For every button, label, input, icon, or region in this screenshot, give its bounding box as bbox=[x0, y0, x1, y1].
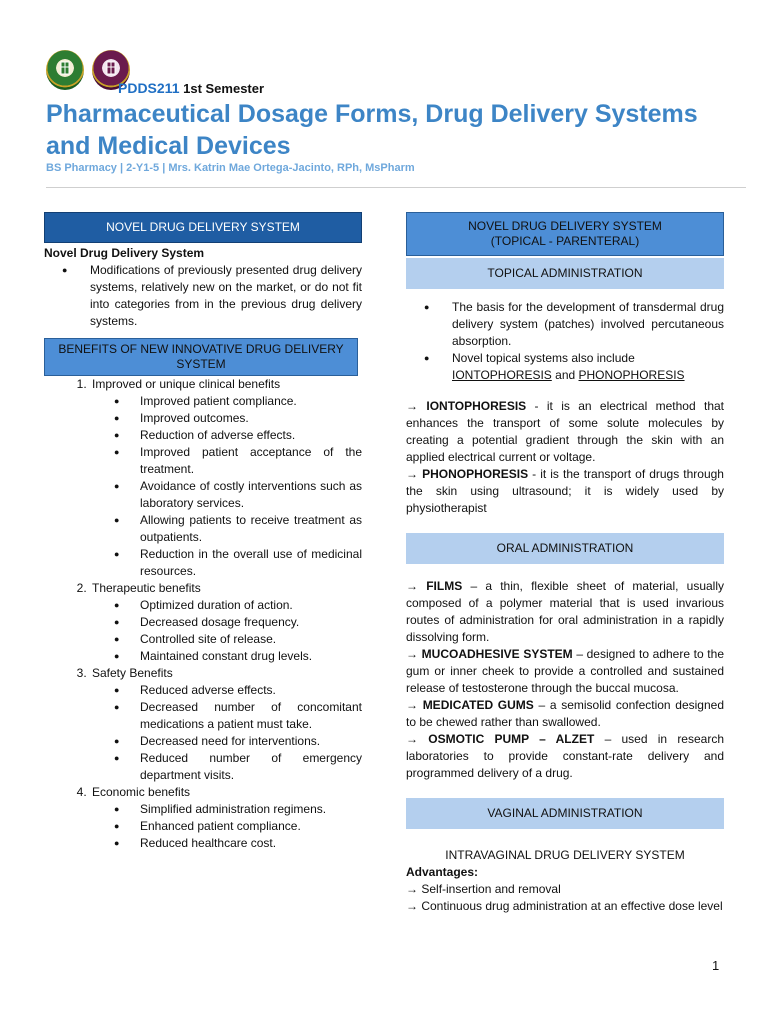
benefit-item: ● Reduced healthcare cost. bbox=[140, 835, 362, 852]
benefit-item: ● Optimized duration of action. bbox=[140, 597, 362, 614]
phonophoresis-definition bbox=[406, 466, 724, 517]
intro-list bbox=[44, 262, 362, 330]
intravaginal-heading: INTRAVAGINAL DRUG DELIVERY SYSTEM bbox=[445, 848, 685, 862]
benefit-item: ● Reduction of adverse effects. bbox=[140, 427, 362, 444]
benefit-group-title: Economic benefits bbox=[92, 785, 191, 799]
definition-text: – a thin, flexible sheet of material, usually composed of a polymer material that is used invarious routes of administration for oral administration in a rapidly dissolving form. bbox=[406, 579, 725, 644]
left-column bbox=[44, 212, 362, 852]
advantage-text: Continuous drug administration at an effective dose level bbox=[421, 899, 723, 913]
benefit-group-title: Therapeutic benefits bbox=[92, 581, 201, 595]
document-subtitle: BS Pharmacy | 2-Y1-5 | Mrs. Katrin Mae Ortega-Jacinto, RPh, MsPharm bbox=[46, 162, 415, 174]
films-definition bbox=[406, 578, 724, 646]
benefit-item: ● Simplified administration regimens. bbox=[140, 801, 362, 818]
benefit-items bbox=[92, 393, 362, 580]
benefit-item: ● Decreased need for interventions. bbox=[140, 733, 362, 750]
banner-line: NOVEL DRUG DELIVERY SYSTEM bbox=[468, 219, 662, 233]
benefit-group-title: Safety Benefits bbox=[92, 666, 173, 680]
term: PHONOPHORESIS bbox=[422, 467, 529, 481]
benefits-list bbox=[44, 376, 362, 852]
intro-item: ● Modifications of previously presented drug delivery systems, relatively new on the market, or do not fit into categories from in the previous drug delivery systems. bbox=[90, 262, 362, 330]
benefit-item: ● Improved patient acceptance of the treatment. bbox=[140, 444, 362, 478]
definition-text: – designed to adhere to the gum or inner cheek to provide a controlled and sustained release of testosterone through the buccal mucosa. bbox=[406, 647, 724, 695]
topical-item-text: and bbox=[555, 368, 576, 382]
banner-line: (TOPICAL - PARENTERAL) bbox=[490, 234, 640, 248]
section-banner-topical-parenteral bbox=[406, 212, 724, 256]
benefit-item: ● Controlled site of release. bbox=[140, 631, 362, 648]
benefit-group bbox=[90, 376, 362, 580]
section-banner-benefits: BENEFITS OF NEW INNOVATIVE DRUG DELIVERY SYSTEM bbox=[44, 338, 358, 376]
benefit-item: ● Avoidance of costly interventions such as laboratory services. bbox=[140, 478, 362, 512]
benefit-items bbox=[92, 597, 362, 665]
topical-item: ● The basis for the development of transdermal drug delivery system (patches) involved percutaneous absorption. bbox=[452, 299, 724, 350]
section-banner-topical: TOPICAL ADMINISTRATION bbox=[406, 258, 724, 289]
iontophoresis-definition bbox=[406, 398, 724, 466]
term: MEDICATED GUMS bbox=[422, 698, 534, 712]
page-number: 1 bbox=[712, 958, 720, 973]
section-banner-oral: ORAL ADMINISTRATION bbox=[406, 533, 724, 564]
course-line bbox=[118, 80, 264, 96]
section-banner-vaginal: VAGINAL ADMINISTRATION bbox=[406, 798, 724, 829]
benefit-group bbox=[90, 580, 362, 665]
course-code: PDDS211 bbox=[118, 80, 180, 96]
topical-item-text: Novel topical systems also include bbox=[452, 351, 635, 365]
advantages-label: Advantages: bbox=[406, 865, 479, 879]
term: IONTOPHORESIS bbox=[426, 399, 527, 413]
document-title: Pharmaceutical Dosage Forms, Drug Delivery Systems and Medical Devices bbox=[46, 100, 698, 160]
benefit-group bbox=[90, 665, 362, 784]
advantage-text: Self-insertion and removal bbox=[421, 882, 561, 896]
benefit-item: ● Maintained constant drug levels. bbox=[140, 648, 362, 665]
iontophoresis-link: IONTOPHORESIS bbox=[452, 368, 552, 382]
benefit-item: ● Improved outcomes. bbox=[140, 410, 362, 427]
benefit-items bbox=[92, 682, 362, 784]
arrow-icon: → bbox=[406, 899, 418, 913]
definition-text: – a semisolid confection designed to be chewed rather than swallowed. bbox=[406, 698, 724, 729]
phonophoresis-link: PHONOPHORESIS bbox=[578, 368, 685, 382]
arrow-icon: → bbox=[406, 579, 418, 593]
semester: 1st Semester bbox=[183, 81, 265, 96]
definition-text: - it is the transport of drugs through the skin using ultrasound; it is widely used by physiotherapist bbox=[406, 467, 724, 515]
advantage-item bbox=[406, 881, 724, 898]
benefit-item: ● Reduced number of emergency department visits. bbox=[140, 750, 362, 784]
benefit-item: ● Reduction in the overall use of medicinal resources. bbox=[140, 546, 362, 580]
school-seal-logo bbox=[46, 50, 84, 90]
benefit-group bbox=[90, 784, 362, 852]
term: MUCOADHESIVE SYSTEM bbox=[421, 647, 573, 661]
definition-text: - it is an electrical method that enhances the transport of some solute molecules by creating a potential gradient through the skin with an applied electrical current or voltage. bbox=[406, 399, 725, 464]
osmotic-pump-definition bbox=[406, 731, 724, 782]
arrow-icon: → bbox=[406, 399, 418, 413]
topical-item bbox=[452, 350, 724, 384]
arrow-icon: → bbox=[406, 647, 418, 661]
arrow-icon: → bbox=[406, 732, 418, 746]
section-banner-novel-dds: NOVEL DRUG DELIVERY SYSTEM bbox=[44, 212, 362, 243]
benefit-group-title: Improved or unique clinical benefits bbox=[92, 377, 281, 391]
medicated-gums-definition bbox=[406, 697, 724, 731]
definition-text: – used in research laboratories to provide constant-rate delivery and programmed delivery of a drug. bbox=[406, 732, 724, 780]
benefit-item: ● Decreased dosage frequency. bbox=[140, 614, 362, 631]
benefit-item: ● Allowing patients to receive treatment as outpatients. bbox=[140, 512, 362, 546]
section-heading: Novel Drug Delivery System bbox=[44, 246, 205, 260]
benefit-items bbox=[92, 801, 362, 852]
right-column bbox=[406, 212, 724, 915]
benefit-item: ● Reduced adverse effects. bbox=[140, 682, 362, 699]
benefit-item: ● Enhanced patient compliance. bbox=[140, 818, 362, 835]
arrow-icon: → bbox=[406, 698, 418, 712]
topical-list bbox=[406, 299, 724, 384]
term: FILMS bbox=[426, 579, 463, 593]
benefit-item: ● Decreased number of concomitant medications a patient must take. bbox=[140, 699, 362, 733]
mucoadhesive-definition bbox=[406, 646, 724, 697]
arrow-icon: → bbox=[406, 467, 418, 481]
arrow-icon: → bbox=[406, 882, 418, 896]
benefit-item: ● Improved patient compliance. bbox=[140, 393, 362, 410]
term: OSMOTIC PUMP – ALZET bbox=[428, 732, 595, 746]
header-divider bbox=[46, 187, 746, 188]
advantage-item bbox=[406, 898, 724, 915]
